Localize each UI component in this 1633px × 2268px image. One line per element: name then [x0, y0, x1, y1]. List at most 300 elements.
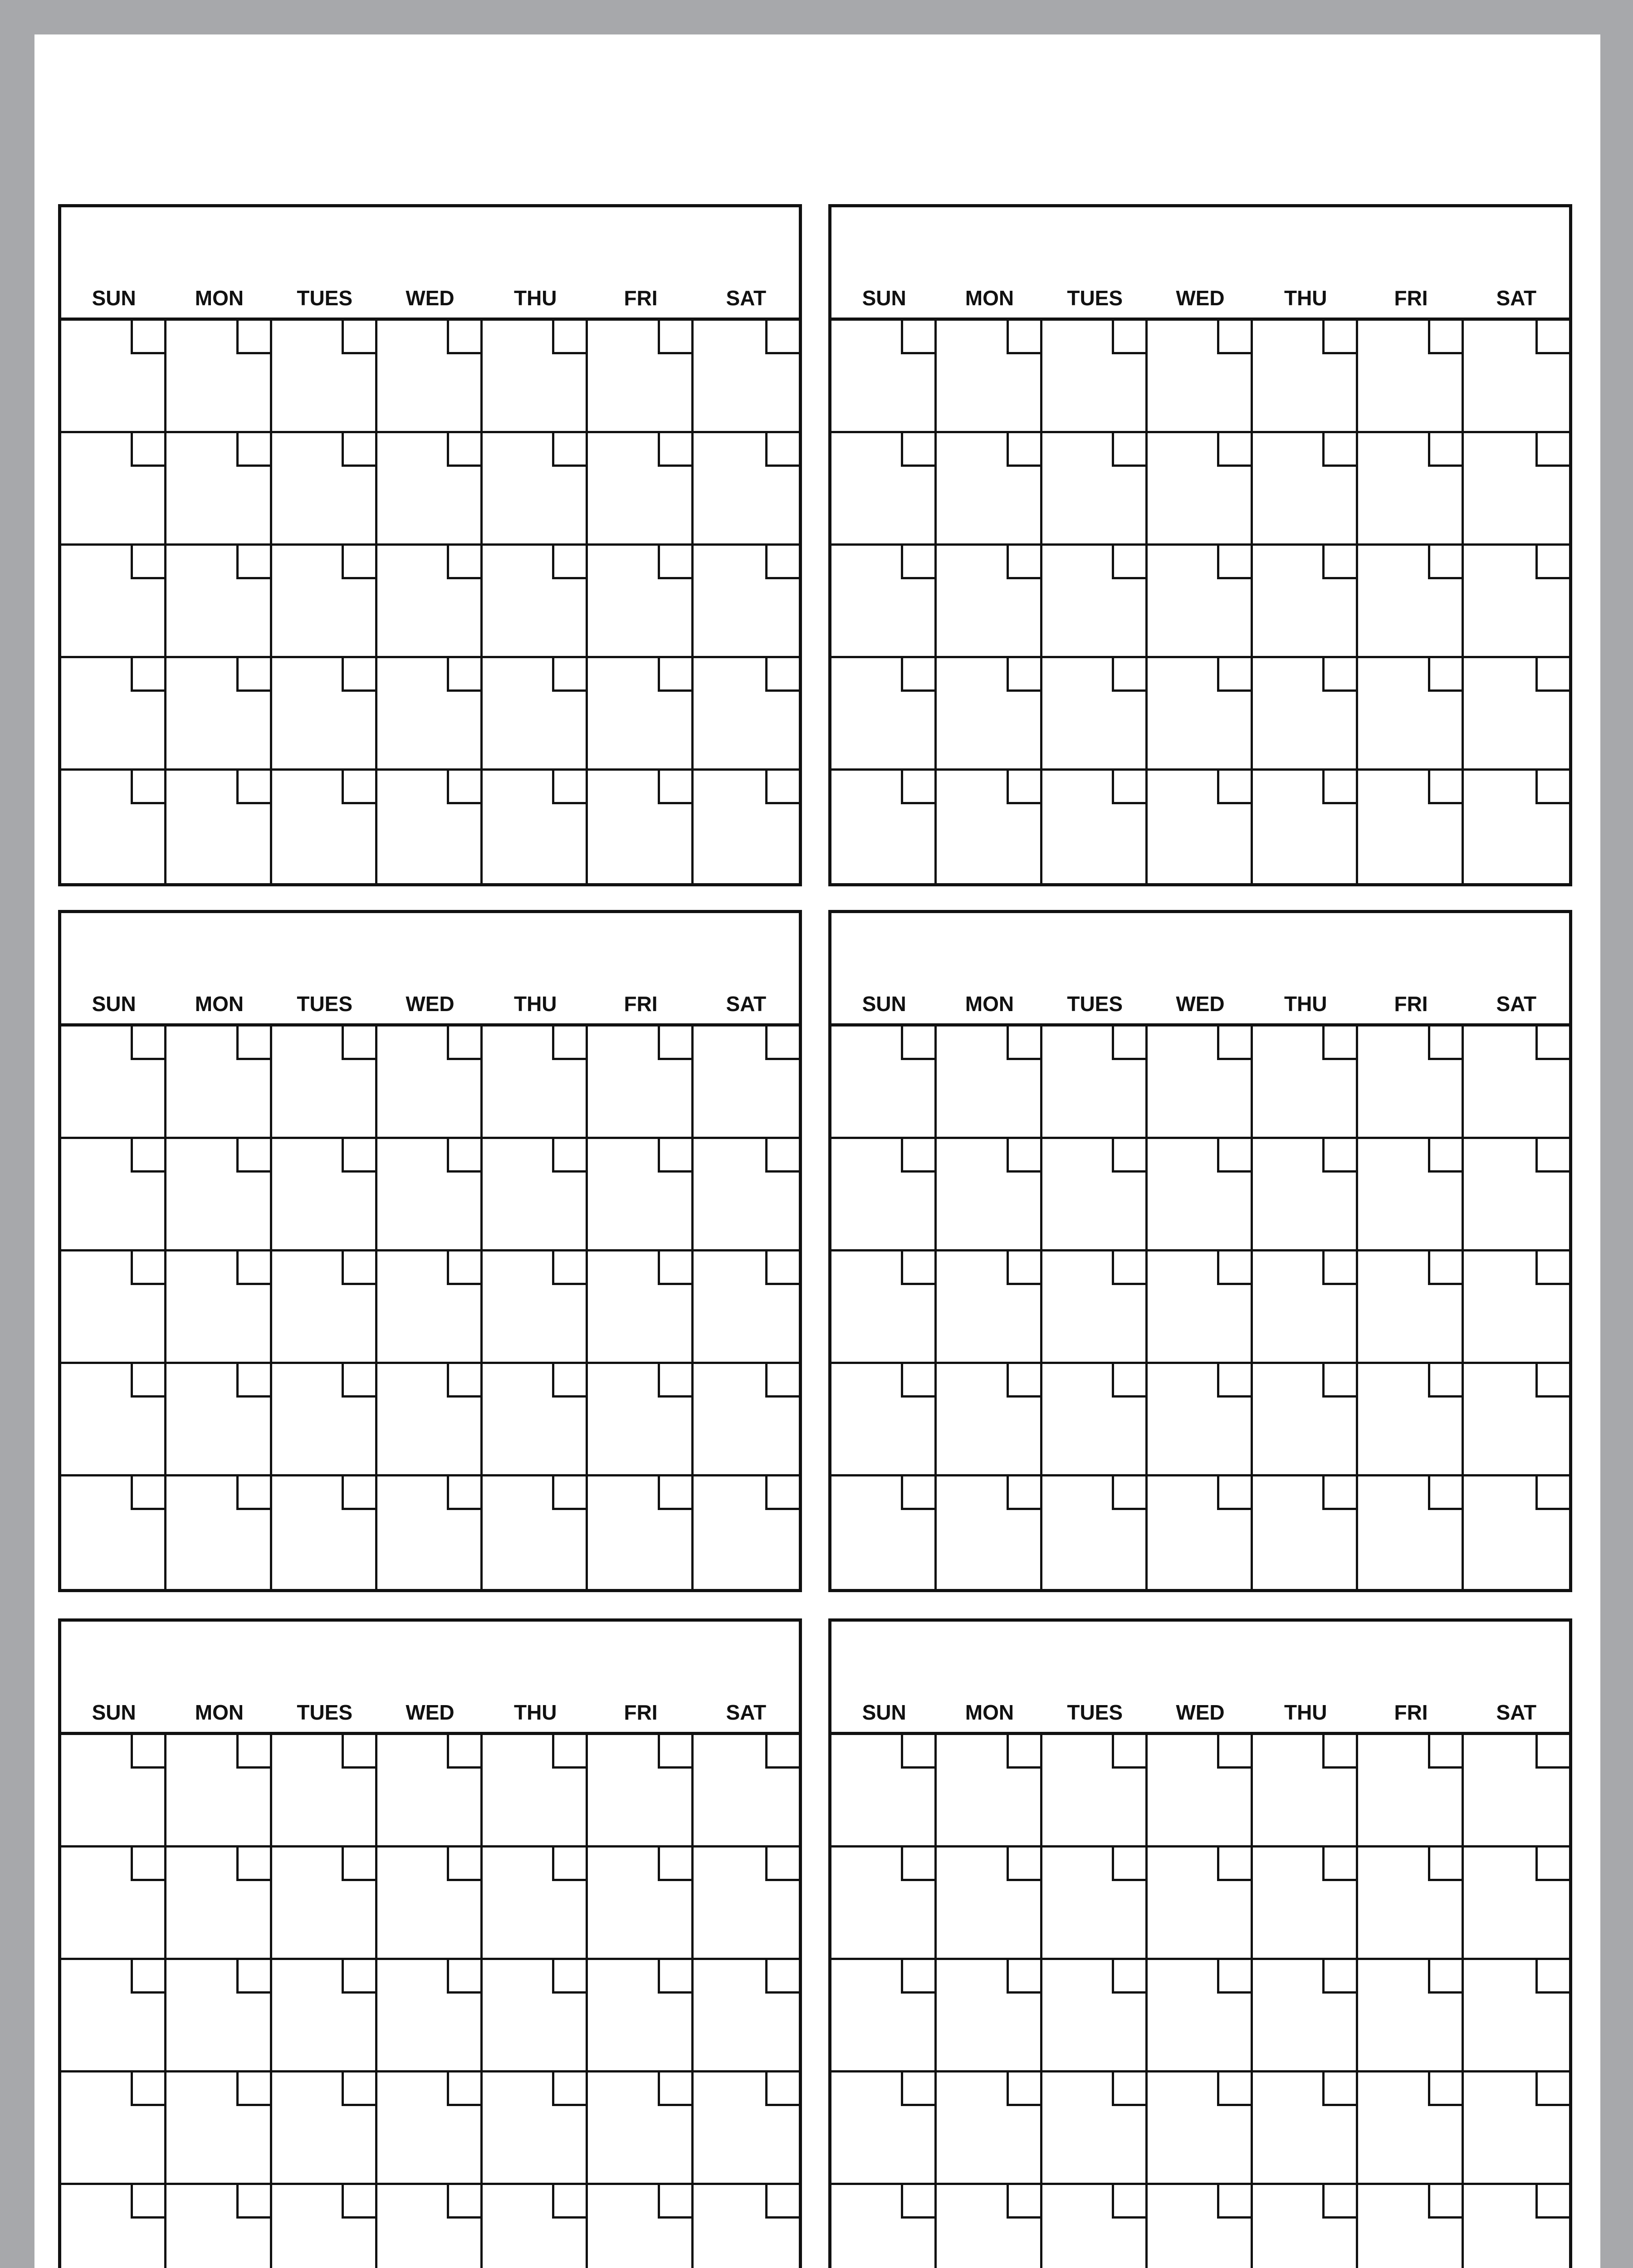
day-cell[interactable] [1253, 658, 1358, 771]
date-number-box[interactable] [447, 433, 480, 467]
date-number-box[interactable] [447, 321, 480, 354]
day-cell[interactable] [61, 1960, 166, 2072]
day-cell[interactable] [694, 771, 799, 883]
date-number-box[interactable] [447, 771, 480, 804]
day-cell[interactable] [272, 1364, 377, 1476]
day-cell[interactable] [272, 658, 377, 771]
date-number-box[interactable] [552, 1139, 586, 1173]
date-number-box[interactable] [342, 1139, 375, 1173]
date-number-box[interactable] [765, 433, 799, 467]
day-cell[interactable] [1358, 1476, 1463, 1589]
date-number-box[interactable] [658, 1026, 691, 1060]
date-number-box[interactable] [901, 2185, 934, 2219]
date-number-box[interactable] [236, 1848, 270, 1881]
date-number-box[interactable] [1112, 658, 1145, 692]
day-cell[interactable] [1464, 1735, 1569, 1848]
date-number-box[interactable] [447, 2072, 480, 2106]
date-number-box[interactable] [552, 546, 586, 579]
date-number-box[interactable] [552, 2072, 586, 2106]
day-cell[interactable] [483, 321, 588, 433]
date-number-box[interactable] [131, 1476, 164, 1510]
date-number-box[interactable] [901, 1139, 934, 1173]
date-number-box[interactable] [1112, 2185, 1145, 2219]
date-number-box[interactable] [342, 546, 375, 579]
date-number-box[interactable] [658, 1960, 691, 1994]
day-cell[interactable] [1042, 1026, 1148, 1139]
day-cell[interactable] [588, 1139, 693, 1251]
day-cell[interactable] [831, 321, 937, 433]
day-cell[interactable] [1148, 321, 1253, 433]
date-number-box[interactable] [1535, 1476, 1569, 1510]
date-number-box[interactable] [1428, 1026, 1462, 1060]
day-cell[interactable] [937, 1139, 1042, 1251]
date-number-box[interactable] [1217, 1960, 1251, 1994]
date-number-box[interactable] [1217, 546, 1251, 579]
day-cell[interactable] [1042, 1139, 1148, 1251]
day-cell[interactable] [937, 1735, 1042, 1848]
date-number-box[interactable] [1217, 433, 1251, 467]
day-cell[interactable] [1358, 1251, 1463, 1364]
date-number-box[interactable] [552, 321, 586, 354]
day-cell[interactable] [483, 433, 588, 546]
date-number-box[interactable] [658, 546, 691, 579]
day-cell[interactable] [1148, 1848, 1253, 1960]
day-cell[interactable] [1042, 2185, 1148, 2268]
date-number-box[interactable] [131, 771, 164, 804]
day-cell[interactable] [61, 433, 166, 546]
date-number-box[interactable] [342, 2185, 375, 2219]
day-cell[interactable] [831, 433, 937, 546]
day-cell[interactable] [166, 2185, 272, 2268]
date-number-box[interactable] [1428, 771, 1462, 804]
date-number-box[interactable] [901, 1251, 934, 1285]
date-number-box[interactable] [1007, 1251, 1040, 1285]
date-number-box[interactable] [342, 1960, 375, 1994]
day-cell[interactable] [1148, 1026, 1253, 1139]
date-number-box[interactable] [1007, 1364, 1040, 1398]
date-number-box[interactable] [552, 771, 586, 804]
day-cell[interactable] [272, 1960, 377, 2072]
day-cell[interactable] [1042, 771, 1148, 883]
day-cell[interactable] [937, 546, 1042, 658]
date-number-box[interactable] [1007, 1848, 1040, 1881]
date-number-box[interactable] [658, 1476, 691, 1510]
date-number-box[interactable] [765, 771, 799, 804]
date-number-box[interactable] [901, 2072, 934, 2106]
day-cell[interactable] [1464, 2072, 1569, 2185]
day-cell[interactable] [1358, 321, 1463, 433]
day-cell[interactable] [1042, 321, 1148, 433]
day-cell[interactable] [1148, 2185, 1253, 2268]
date-number-box[interactable] [342, 1735, 375, 1769]
day-cell[interactable] [831, 2072, 937, 2185]
day-cell[interactable] [166, 546, 272, 658]
date-number-box[interactable] [1322, 1960, 1356, 1994]
day-cell[interactable] [1358, 2072, 1463, 2185]
date-number-box[interactable] [342, 433, 375, 467]
date-number-box[interactable] [765, 1139, 799, 1173]
date-number-box[interactable] [1535, 1026, 1569, 1060]
date-number-box[interactable] [447, 1364, 480, 1398]
day-cell[interactable] [1358, 1960, 1463, 2072]
date-number-box[interactable] [1217, 1848, 1251, 1881]
date-number-box[interactable] [658, 771, 691, 804]
date-number-box[interactable] [658, 321, 691, 354]
day-cell[interactable] [1358, 1139, 1463, 1251]
date-number-box[interactable] [1428, 321, 1462, 354]
day-cell[interactable] [1042, 433, 1148, 546]
day-cell[interactable] [1464, 1364, 1569, 1476]
date-number-box[interactable] [1112, 1364, 1145, 1398]
date-number-box[interactable] [901, 321, 934, 354]
date-number-box[interactable] [131, 2072, 164, 2106]
day-cell[interactable] [166, 1960, 272, 2072]
day-cell[interactable] [831, 1735, 937, 1848]
day-cell[interactable] [831, 1960, 937, 2072]
day-cell[interactable] [937, 2185, 1042, 2268]
date-number-box[interactable] [1112, 1735, 1145, 1769]
date-number-box[interactable] [552, 658, 586, 692]
day-cell[interactable] [937, 1848, 1042, 1960]
date-number-box[interactable] [1007, 1026, 1040, 1060]
date-number-box[interactable] [131, 1251, 164, 1285]
date-number-box[interactable] [1428, 433, 1462, 467]
day-cell[interactable] [588, 1848, 693, 1960]
day-cell[interactable] [61, 1026, 166, 1139]
day-cell[interactable] [272, 1251, 377, 1364]
day-cell[interactable] [1358, 433, 1463, 546]
day-cell[interactable] [1042, 1364, 1148, 1476]
date-number-box[interactable] [765, 1960, 799, 1994]
date-number-box[interactable] [1217, 771, 1251, 804]
day-cell[interactable] [1464, 1848, 1569, 1960]
date-number-box[interactable] [1007, 771, 1040, 804]
day-cell[interactable] [1148, 1251, 1253, 1364]
date-number-box[interactable] [342, 1026, 375, 1060]
day-cell[interactable] [61, 1476, 166, 1589]
date-number-box[interactable] [1428, 1848, 1462, 1881]
date-number-box[interactable] [1428, 1251, 1462, 1285]
date-number-box[interactable] [1007, 1139, 1040, 1173]
date-number-box[interactable] [1428, 2185, 1462, 2219]
date-number-box[interactable] [552, 1251, 586, 1285]
day-cell[interactable] [1253, 321, 1358, 433]
date-number-box[interactable] [236, 1364, 270, 1398]
day-cell[interactable] [937, 1476, 1042, 1589]
date-number-box[interactable] [1428, 658, 1462, 692]
date-number-box[interactable] [447, 1251, 480, 1285]
date-number-box[interactable] [765, 1848, 799, 1881]
date-number-box[interactable] [1322, 1848, 1356, 1881]
day-cell[interactable] [1253, 2072, 1358, 2185]
day-cell[interactable] [61, 2072, 166, 2185]
date-number-box[interactable] [342, 1476, 375, 1510]
date-number-box[interactable] [236, 433, 270, 467]
date-number-box[interactable] [1428, 1476, 1462, 1510]
day-cell[interactable] [1148, 658, 1253, 771]
date-number-box[interactable] [1322, 1026, 1356, 1060]
day-cell[interactable] [1253, 1735, 1358, 1848]
day-cell[interactable] [61, 1139, 166, 1251]
day-cell[interactable] [1042, 1960, 1148, 2072]
day-cell[interactable] [483, 1476, 588, 1589]
day-cell[interactable] [166, 1848, 272, 1960]
date-number-box[interactable] [1217, 1026, 1251, 1060]
date-number-box[interactable] [131, 1960, 164, 1994]
date-number-box[interactable] [236, 1139, 270, 1173]
date-number-box[interactable] [236, 2185, 270, 2219]
day-cell[interactable] [377, 2185, 483, 2268]
date-number-box[interactable] [342, 1364, 375, 1398]
day-cell[interactable] [166, 1476, 272, 1589]
day-cell[interactable] [166, 2072, 272, 2185]
day-cell[interactable] [377, 1251, 483, 1364]
day-cell[interactable] [483, 1026, 588, 1139]
day-cell[interactable] [483, 546, 588, 658]
day-cell[interactable] [1464, 546, 1569, 658]
day-cell[interactable] [1042, 546, 1148, 658]
date-number-box[interactable] [1112, 1476, 1145, 1510]
date-number-box[interactable] [1007, 1735, 1040, 1769]
day-cell[interactable] [483, 1960, 588, 2072]
day-cell[interactable] [831, 2185, 937, 2268]
day-cell[interactable] [694, 433, 799, 546]
day-cell[interactable] [377, 658, 483, 771]
date-number-box[interactable] [1007, 433, 1040, 467]
date-number-box[interactable] [447, 1848, 480, 1881]
date-number-box[interactable] [765, 1735, 799, 1769]
date-number-box[interactable] [765, 658, 799, 692]
day-cell[interactable] [166, 1735, 272, 1848]
date-number-box[interactable] [1322, 2072, 1356, 2106]
day-cell[interactable] [166, 1139, 272, 1251]
day-cell[interactable] [1253, 1364, 1358, 1476]
date-number-box[interactable] [658, 1139, 691, 1173]
date-number-box[interactable] [552, 1735, 586, 1769]
day-cell[interactable] [483, 1735, 588, 1848]
day-cell[interactable] [483, 2185, 588, 2268]
date-number-box[interactable] [1112, 546, 1145, 579]
day-cell[interactable] [694, 658, 799, 771]
day-cell[interactable] [588, 433, 693, 546]
day-cell[interactable] [937, 433, 1042, 546]
date-number-box[interactable] [1007, 2072, 1040, 2106]
day-cell[interactable] [937, 321, 1042, 433]
date-number-box[interactable] [1112, 1848, 1145, 1881]
day-cell[interactable] [831, 1251, 937, 1364]
day-cell[interactable] [1253, 1848, 1358, 1960]
date-number-box[interactable] [131, 1139, 164, 1173]
day-cell[interactable] [588, 1026, 693, 1139]
day-cell[interactable] [1464, 1139, 1569, 1251]
date-number-box[interactable] [447, 1139, 480, 1173]
date-number-box[interactable] [1007, 546, 1040, 579]
date-number-box[interactable] [1535, 2185, 1569, 2219]
date-number-box[interactable] [342, 771, 375, 804]
day-cell[interactable] [937, 1960, 1042, 2072]
date-number-box[interactable] [901, 433, 934, 467]
date-number-box[interactable] [658, 1848, 691, 1881]
day-cell[interactable] [61, 546, 166, 658]
day-cell[interactable] [272, 1026, 377, 1139]
date-number-box[interactable] [901, 546, 934, 579]
day-cell[interactable] [1253, 771, 1358, 883]
day-cell[interactable] [694, 1960, 799, 2072]
date-number-box[interactable] [1217, 1364, 1251, 1398]
day-cell[interactable] [831, 771, 937, 883]
day-cell[interactable] [588, 1735, 693, 1848]
date-number-box[interactable] [1428, 1735, 1462, 1769]
day-cell[interactable] [694, 1364, 799, 1476]
date-number-box[interactable] [658, 1364, 691, 1398]
date-number-box[interactable] [552, 1960, 586, 1994]
day-cell[interactable] [1042, 1848, 1148, 1960]
day-cell[interactable] [483, 2072, 588, 2185]
day-cell[interactable] [588, 1251, 693, 1364]
date-number-box[interactable] [1322, 2185, 1356, 2219]
date-number-box[interactable] [1322, 658, 1356, 692]
date-number-box[interactable] [447, 1960, 480, 1994]
day-cell[interactable] [588, 771, 693, 883]
day-cell[interactable] [1464, 658, 1569, 771]
day-cell[interactable] [1253, 2185, 1358, 2268]
day-cell[interactable] [272, 433, 377, 546]
day-cell[interactable] [61, 2185, 166, 2268]
day-cell[interactable] [377, 1960, 483, 2072]
date-number-box[interactable] [658, 2185, 691, 2219]
date-number-box[interactable] [901, 1960, 934, 1994]
date-number-box[interactable] [342, 658, 375, 692]
date-number-box[interactable] [901, 1848, 934, 1881]
day-cell[interactable] [937, 1251, 1042, 1364]
day-cell[interactable] [694, 1848, 799, 1960]
day-cell[interactable] [588, 321, 693, 433]
day-cell[interactable] [272, 546, 377, 658]
day-cell[interactable] [694, 1251, 799, 1364]
date-number-box[interactable] [131, 433, 164, 467]
day-cell[interactable] [1358, 1735, 1463, 1848]
date-number-box[interactable] [552, 1364, 586, 1398]
day-cell[interactable] [377, 433, 483, 546]
date-number-box[interactable] [1007, 321, 1040, 354]
date-number-box[interactable] [1217, 1251, 1251, 1285]
day-cell[interactable] [937, 658, 1042, 771]
day-cell[interactable] [377, 1476, 483, 1589]
day-cell[interactable] [831, 1026, 937, 1139]
day-cell[interactable] [483, 1364, 588, 1476]
date-number-box[interactable] [236, 1026, 270, 1060]
day-cell[interactable] [1148, 1476, 1253, 1589]
date-number-box[interactable] [1535, 1364, 1569, 1398]
day-cell[interactable] [1253, 1251, 1358, 1364]
day-cell[interactable] [377, 2072, 483, 2185]
day-cell[interactable] [272, 321, 377, 433]
date-number-box[interactable] [236, 1735, 270, 1769]
date-number-box[interactable] [552, 433, 586, 467]
date-number-box[interactable] [901, 771, 934, 804]
date-number-box[interactable] [236, 1476, 270, 1510]
date-number-box[interactable] [1217, 1139, 1251, 1173]
day-cell[interactable] [61, 1848, 166, 1960]
date-number-box[interactable] [131, 1026, 164, 1060]
date-number-box[interactable] [552, 1848, 586, 1881]
date-number-box[interactable] [552, 1026, 586, 1060]
day-cell[interactable] [1358, 1848, 1463, 1960]
day-cell[interactable] [588, 546, 693, 658]
day-cell[interactable] [377, 1139, 483, 1251]
date-number-box[interactable] [1007, 1476, 1040, 1510]
day-cell[interactable] [166, 771, 272, 883]
date-number-box[interactable] [1112, 2072, 1145, 2106]
date-number-box[interactable] [1322, 546, 1356, 579]
day-cell[interactable] [1464, 321, 1569, 433]
day-cell[interactable] [694, 2185, 799, 2268]
day-cell[interactable] [1464, 1960, 1569, 2072]
day-cell[interactable] [937, 2072, 1042, 2185]
day-cell[interactable] [377, 546, 483, 658]
day-cell[interactable] [1148, 1960, 1253, 2072]
day-cell[interactable] [694, 1026, 799, 1139]
date-number-box[interactable] [236, 321, 270, 354]
date-number-box[interactable] [1322, 1139, 1356, 1173]
day-cell[interactable] [1253, 546, 1358, 658]
date-number-box[interactable] [1535, 1139, 1569, 1173]
date-number-box[interactable] [1535, 1735, 1569, 1769]
date-number-box[interactable] [1112, 433, 1145, 467]
day-cell[interactable] [1464, 1476, 1569, 1589]
date-number-box[interactable] [131, 321, 164, 354]
date-number-box[interactable] [1535, 321, 1569, 354]
date-number-box[interactable] [1322, 771, 1356, 804]
day-cell[interactable] [1253, 1960, 1358, 2072]
date-number-box[interactable] [1535, 658, 1569, 692]
date-number-box[interactable] [236, 1251, 270, 1285]
date-number-box[interactable] [1535, 1960, 1569, 1994]
day-cell[interactable] [483, 1139, 588, 1251]
day-cell[interactable] [1464, 1251, 1569, 1364]
date-number-box[interactable] [1535, 1848, 1569, 1881]
date-number-box[interactable] [1112, 1139, 1145, 1173]
date-number-box[interactable] [236, 771, 270, 804]
day-cell[interactable] [831, 546, 937, 658]
day-cell[interactable] [61, 1251, 166, 1364]
date-number-box[interactable] [447, 1476, 480, 1510]
date-number-box[interactable] [447, 1735, 480, 1769]
date-number-box[interactable] [1535, 2072, 1569, 2106]
day-cell[interactable] [1358, 658, 1463, 771]
date-number-box[interactable] [765, 2185, 799, 2219]
day-cell[interactable] [377, 1735, 483, 1848]
day-cell[interactable] [1464, 771, 1569, 883]
day-cell[interactable] [166, 658, 272, 771]
date-number-box[interactable] [1112, 1251, 1145, 1285]
day-cell[interactable] [694, 321, 799, 433]
date-number-box[interactable] [1217, 321, 1251, 354]
day-cell[interactable] [588, 2185, 693, 2268]
date-number-box[interactable] [131, 2185, 164, 2219]
day-cell[interactable] [1358, 771, 1463, 883]
date-number-box[interactable] [901, 1364, 934, 1398]
date-number-box[interactable] [131, 546, 164, 579]
date-number-box[interactable] [1428, 546, 1462, 579]
day-cell[interactable] [166, 321, 272, 433]
date-number-box[interactable] [342, 1251, 375, 1285]
day-cell[interactable] [166, 1364, 272, 1476]
day-cell[interactable] [377, 1364, 483, 1476]
date-number-box[interactable] [1535, 546, 1569, 579]
day-cell[interactable] [588, 1960, 693, 2072]
date-number-box[interactable] [1428, 1364, 1462, 1398]
